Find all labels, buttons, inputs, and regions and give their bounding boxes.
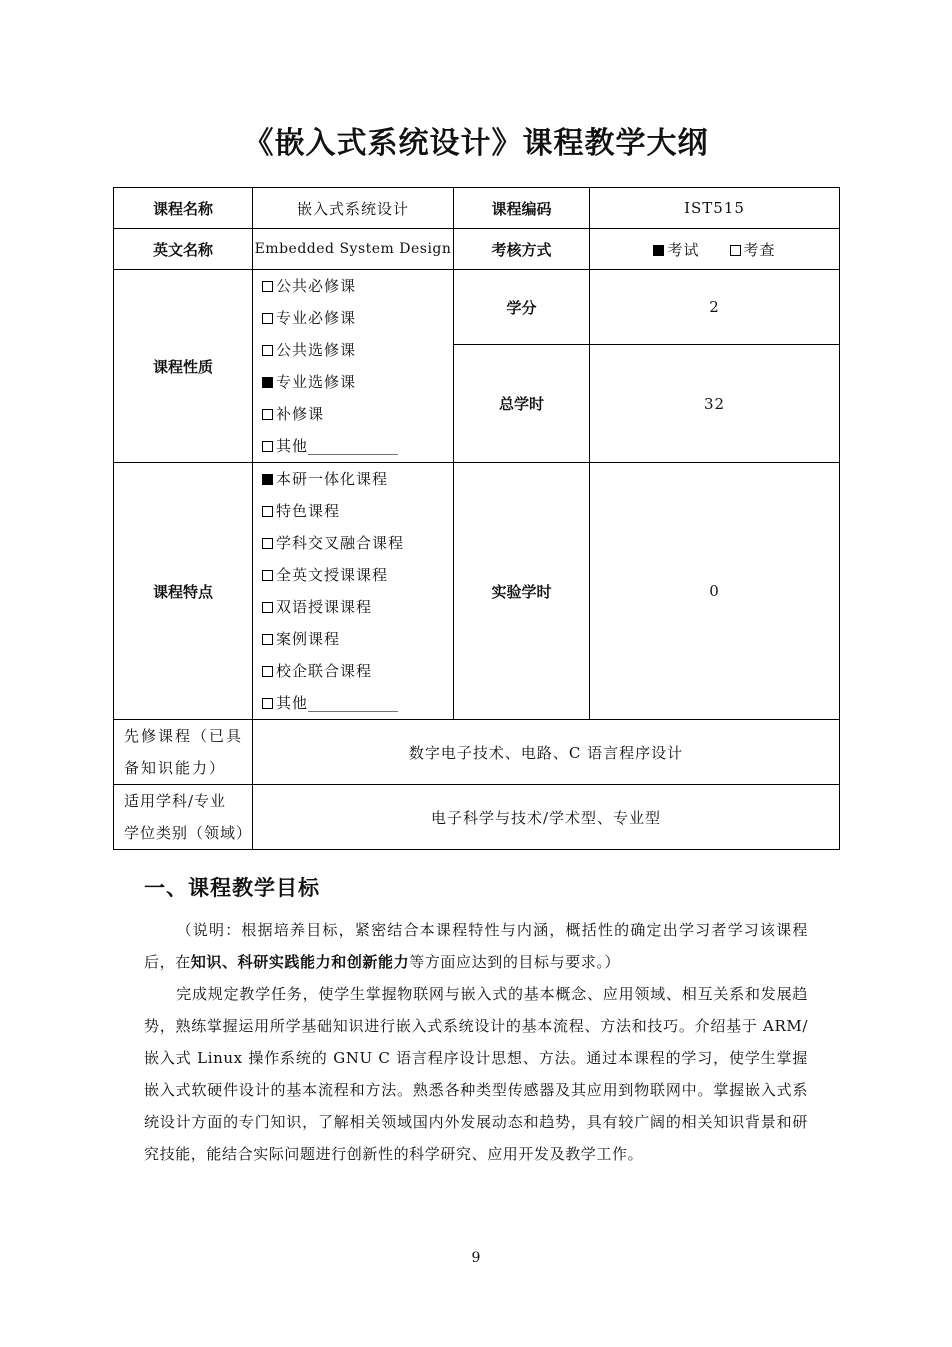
- checkbox-empty-icon: [262, 666, 273, 677]
- checkbox-empty-icon: [262, 506, 273, 517]
- discipline-label: 适用学科/专业 学位类别（领域）: [114, 785, 253, 850]
- nature-option[interactable]: 专业选修课: [262, 366, 453, 398]
- nature-option[interactable]: 公共选修课: [262, 334, 453, 366]
- course-nature-options: [253, 270, 454, 463]
- checkbox-checked-icon: [262, 474, 273, 485]
- course-name-value: 嵌入式系统设计: [253, 188, 454, 229]
- course-code-value: IST515: [590, 188, 840, 229]
- feature-option[interactable]: 全英文授课课程: [262, 559, 453, 591]
- feature-option[interactable]: 本研一体化课程: [262, 463, 453, 495]
- fill-blank: ____________: [308, 694, 399, 712]
- course-info-table: [113, 187, 840, 850]
- feature-option[interactable]: 其他____________: [262, 687, 453, 719]
- lab-hours-value: 0: [590, 463, 840, 720]
- checkbox-empty-icon: [262, 441, 273, 452]
- checkbox-empty-icon: [262, 602, 273, 613]
- course-features-options: [253, 463, 454, 720]
- checkbox-empty-icon: [262, 281, 273, 292]
- assessment-option-review[interactable]: 考查: [730, 241, 776, 259]
- assessment-options: [590, 229, 840, 270]
- assessment-label: 考核方式: [454, 229, 590, 270]
- english-name-label: 英文名称: [114, 229, 253, 270]
- section-heading: 一、课程教学目标: [144, 876, 320, 900]
- checkbox-empty-icon: [262, 313, 273, 324]
- feature-option[interactable]: 特色课程: [262, 495, 453, 527]
- nature-option[interactable]: 补修课: [262, 398, 453, 430]
- discipline-value: 电子科学与技术/学术型、专业型: [253, 785, 840, 850]
- total-hours-label: 总学时: [454, 345, 590, 463]
- course-features-label: 课程特点: [114, 463, 253, 720]
- nature-option[interactable]: 其他____________: [262, 430, 453, 462]
- prerequisite-label: 先修课程（已具 备知识能力）: [114, 720, 253, 785]
- assessment-option-exam[interactable]: 考试: [653, 241, 699, 259]
- course-name-label: 课程名称: [114, 188, 253, 229]
- nature-option[interactable]: 专业必修课: [262, 302, 453, 334]
- english-name-value: Embedded System Design: [253, 229, 454, 270]
- page-number: 9: [471, 1250, 481, 1266]
- credit-value: 2: [590, 270, 840, 345]
- checkbox-empty-icon: [262, 345, 273, 356]
- checkbox-empty-icon: [262, 634, 273, 645]
- checkbox-empty-icon: [262, 698, 273, 709]
- course-nature-label: 课程性质: [114, 270, 253, 463]
- nature-option[interactable]: 公共必修课: [262, 270, 453, 302]
- document-title: 《嵌入式系统设计》课程教学大纲: [243, 126, 709, 161]
- checkbox-empty-icon: [262, 538, 273, 549]
- instruction-note: （说明：根据培养目标，紧密结合本课程特性与内涵，概括性的确定出学习者学习该课程后，在知识、科研实践能力和创新能力等方面应达到的目标与要求。）: [144, 921, 808, 971]
- body-paragraph: 完成规定教学任务，使学生掌握物联网与嵌入式的基本概念、应用领域、相互关系和发展趋势，熟练掌握运用所学基础知识进行嵌入式系统设计的基本流程、方法和技巧。介绍基于 ARM/嵌入式 Linux 操作系统的 GNU C 语言程序设计思想、方法。通过本课程的学习，使学生掌握嵌入式软硬件设计的基本流程和方法。熟悉各种类型传感器及其应用到物联网中。掌握嵌入式系统设计方面的专门知识，了解相关领域国内外发展动态和趋势，具有较广阔的相关知识背景和研究技能，能结合实际问题进行创新性的科学研究、应用开发及教学工作。: [144, 985, 808, 1163]
- fill-blank: ____________: [308, 437, 399, 455]
- feature-option[interactable]: 学科交叉融合课程: [262, 527, 453, 559]
- feature-option[interactable]: 案例课程: [262, 623, 453, 655]
- checkbox-checked-icon: [653, 245, 664, 256]
- feature-option[interactable]: 双语授课课程: [262, 591, 453, 623]
- credit-label: 学分: [454, 270, 590, 345]
- checkbox-checked-icon: [262, 377, 273, 388]
- feature-option[interactable]: 校企联合课程: [262, 655, 453, 687]
- checkbox-empty-icon: [262, 409, 273, 420]
- prerequisite-value: 数字电子技术、电路、C 语言程序设计: [253, 720, 840, 785]
- lab-hours-label: 实验学时: [454, 463, 590, 720]
- checkbox-empty-icon: [730, 245, 741, 256]
- course-code-label: 课程编码: [454, 188, 590, 229]
- emphasis-text: 知识、科研实践能力和创新能力: [190, 953, 410, 971]
- total-hours-value: 32: [590, 345, 840, 463]
- checkbox-empty-icon: [262, 570, 273, 581]
